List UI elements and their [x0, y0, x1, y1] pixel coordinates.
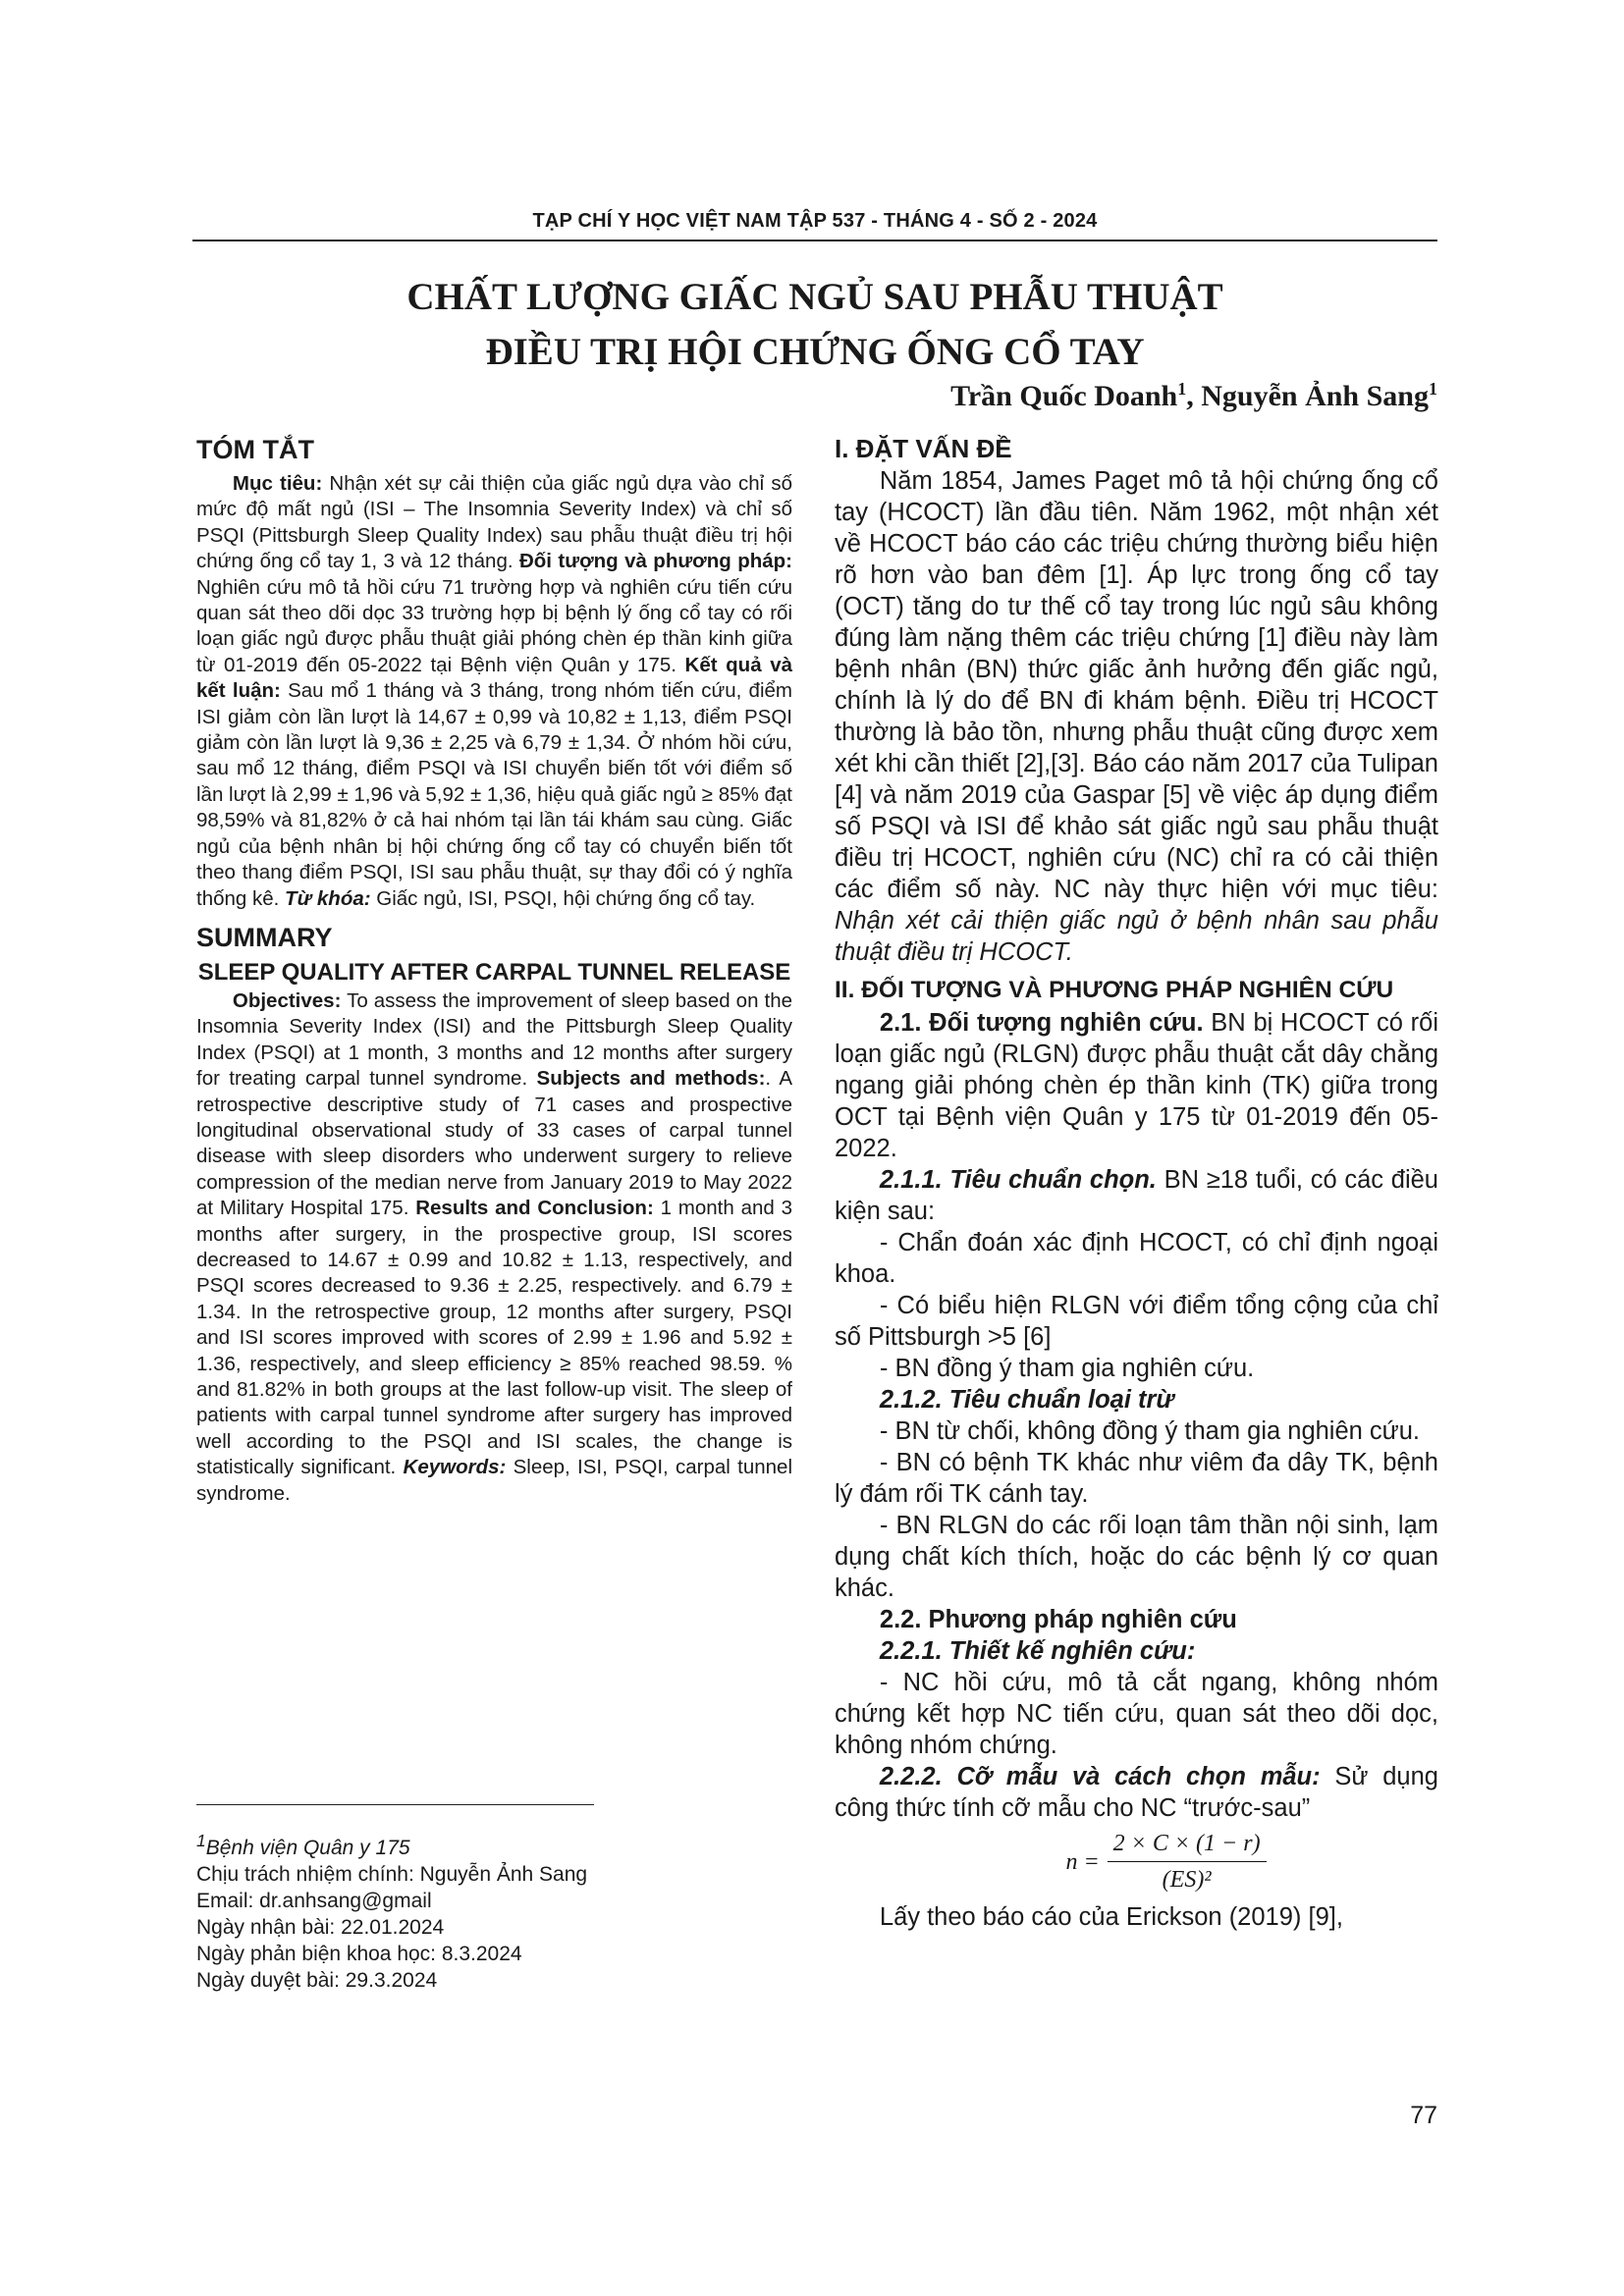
footnote-email: Email: dr.anhsang@gmail — [196, 1890, 432, 1912]
section-2-1-2-paragraph — [835, 1384, 1438, 1415]
title-line-1: CHẤT LƯỢNG GIẤC NGỦ SAU PHẪU THUẬT — [406, 276, 1223, 318]
authors — [950, 379, 1437, 413]
section-1-heading: I. ĐẶT VẤN ĐỀ — [835, 434, 1012, 463]
section-2-2-paragraph — [835, 1604, 1438, 1635]
summary-text-objectives: To assess the improvement of sleep based on the Insomnia Severity Index (ISI) and the Pittsburgh Sleep Quality Index (PSQI) at 1 month, 3 months and 12 months after surgery for treating carpal tunnel syndrome. — [196, 988, 792, 1091]
summary-label-objectives: Objectives: — [232, 988, 342, 1012]
summary-title: SLEEP QUALITY AFTER CARPAL TUNNEL RELEASE — [197, 958, 791, 986]
section-2-2-1-label: 2.2.1. Thiết kế nghiên cứu: — [879, 1637, 1196, 1665]
abstract-vi-heading: TÓM TẮT — [196, 435, 314, 464]
summary-paragraph — [196, 988, 792, 1507]
abstract-vi-paragraph — [196, 471, 792, 912]
section-2-2-2-label: 2.2.2. Cỡ mẫu và cách chọn mẫu: — [879, 1763, 1321, 1790]
abstract-vi-label-results: Kết quả và kết luận: — [196, 653, 792, 703]
summary-label-results: Results and Conclusion: — [415, 1197, 654, 1220]
section-2-1-text: BN bị HCOCT có rối loạn giấc ngủ (RLGN) được phẫu thuật cắt dây chằng ngang giải phóng chèn ép thần kinh (TK) giữa trong OCT tại Bệnh viện Quân y 175 từ 01-2019 đến 05-2022. — [835, 1009, 1438, 1162]
section-2-1-paragraph — [835, 1007, 1438, 1164]
running-header: TẠP CHÍ Y HỌC VIỆT NAM TẬP 537 - THÁNG 4 - SỐ 2 - 2024 — [532, 210, 1098, 232]
section-2-2-1-text: - NC hồi cứu, mô tả cắt ngang, không nhóm chứng kết hợp NC tiến cứu, quan sát theo dõi dọc, không nhóm chứng. — [835, 1669, 1438, 1759]
footnote-corresponding: Chịu trách nhiệm chính: Nguyễn Ảnh Sang — [196, 1863, 588, 1886]
left-column — [196, 432, 792, 1507]
abstract-vi-text-results: Sau mổ 1 tháng và 3 tháng, trong nhóm tiến cứu, điểm ISI giảm còn lần lượt là 14,67 ± 0,99 và 10,82 ± 1,13, điểm PSQI giảm còn lần lượt là 9,36 ± 2,25 và 6,79 ± 1,34. Ở nhóm hồi cứu, sau mổ 12 tháng, điểm PSQI và ISI chuyển biến tốt với điểm số lần lượt là 2,99 ± 1,96 và 5,92 ± 1,36, hiệu quả giấc ngủ ≥ 85% đạt 98,59% và 81,82% ở cả hai nhóm tại lần tái khám sau cùng. Giấc ngủ của bệnh nhân bị hội chứng ống cổ tay có chuyển biến tốt theo thang điểm PSQI, ISI sau phẫu thuật, sự thay đổi có ý nghĩa thống kê. — [196, 679, 792, 910]
section-2-1-label: 2.1. Đối tượng nghiên cứu. — [879, 1009, 1204, 1037]
abstract-vi-label-objective: Mục tiêu: — [232, 472, 323, 495]
abstract-vi-label-keywords: Từ khóa: — [285, 886, 371, 910]
section-2-2-2-paragraph — [835, 1761, 1438, 1824]
summary-heading: SUMMARY — [196, 922, 333, 952]
formula-denominator: (ES)² — [1162, 1867, 1212, 1893]
formula-lhs: n = — [1065, 1848, 1100, 1875]
section-2-2-2-text: Sử dụng công thức tính cỡ mẫu cho NC “trước-sau” — [835, 1763, 1438, 1822]
article-title — [192, 270, 1437, 380]
abstract-vi-text-methods: Nghiên cứu mô tả hồi cứu 71 trường hợp và nghiên cứu tiến cứu quan sát theo dõi dọc 33 trường hợp bị bệnh lý ống cổ tay có rối loạn giấc ngủ được phẫu thuật giải phóng chèn ép thần kinh giữa từ 01-2019 đến 05-2022 tại Bệnh viện Quân y 175. — [196, 575, 792, 676]
footnote-affiliation-sup: 1 — [196, 1831, 206, 1850]
header-rule — [192, 240, 1437, 241]
section-2-1-2-label: 2.1.2. Tiêu chuẩn loại trừ — [879, 1386, 1174, 1414]
section-2-1-1-text: BN ≥18 tuổi, có các điều kiện sau: — [835, 1166, 1438, 1225]
abstract-vi-text-objective: Nhận xét sự cải thiện của giấc ngủ dựa vào chỉ số mức độ mất ngủ (ISI – The Insomnia Severity Index) và chỉ số PSQI (Pittsburgh Sleep Quality Index) sau phẫu thuật điều trị hội chứng ống cổ tay 1, 3 và 12 tháng. — [196, 472, 793, 573]
footnote-received: Ngày nhận bài: 22.01.2024 — [196, 1916, 445, 1939]
exclusion-item-2: - BN có bệnh TK khác như viêm đa dây TK, bệnh lý đám rối TK cánh tay. — [835, 1449, 1438, 1508]
abstract-vi-text-keywords: Giấc ngủ, ISI, PSQI, hội chứng ống cổ tay. — [370, 886, 756, 910]
footnote-affiliation-text: Bệnh viện Quân y 175 — [205, 1837, 410, 1859]
inclusion-item-2: - Có biểu hiện RLGN với điểm tổng cộng của chỉ số Pittsburgh >5 [6] — [835, 1292, 1438, 1351]
section-2-1-1-paragraph — [835, 1164, 1438, 1227]
page-number: 77 — [1410, 2102, 1437, 2129]
section-2-2-label: 2.2. Phương pháp nghiên cứu — [879, 1606, 1237, 1633]
author-separator: , — [1186, 380, 1202, 412]
section-2-heading: II. ĐỐI TƯỢNG VÀ PHƯƠNG PHÁP NGHIÊN CỨU — [835, 977, 1394, 1003]
summary-text-results: 1 month and 3 months after surgery, in the prospective group, ISI scores decreased to 14.67 ± 0.99 and 10.82 ± 1.13, respectively, and PSQI scores decreased to 9.36 ± 2.25, respectively. and 6.79 ± 1.34. In the retrospective group, 12 months after surgery, PSQI and ISI scores improved with scores of 2.99 ± 1.96 and 5.92 ± 1.36, respectively, and sleep efficiency ≥ 85% reached 98.59. % and 81.82% in both groups at the last follow-up visit. The sleep of patients with carpal tunnel syndrome after surgery has improved well according to the PSQI and ISI scales, the change is statistically significant. — [196, 1197, 793, 1479]
footnote-rule — [196, 1804, 594, 1805]
section-2-2-2-last-line: Lấy theo báo cáo của Erickson (2019) [9], — [879, 1903, 1343, 1931]
title-line-2: ĐIỀU TRỊ HỘI CHỨNG ỐNG CỔ TAY — [485, 331, 1145, 373]
author-1: Trần Quốc Doanh — [950, 380, 1178, 412]
footnote-approved: Ngày duyệt bài: 29.3.2024 — [196, 1969, 438, 1992]
exclusion-item-3: - BN RLGN do các rối loạn tâm thần nội sinh, lạm dụng chất kích thích, hoặc do các bệnh lý cơ quan khác. — [835, 1512, 1438, 1602]
inclusion-item-3: - BN đồng ý tham gia nghiên cứu. — [879, 1355, 1255, 1382]
section-1-objective: Nhận xét cải thiện giấc ngủ ở bệnh nhân sau phẫu thuật điều trị HCOCT. — [835, 907, 1438, 966]
right-column — [835, 432, 1438, 1933]
abstract-vi-label-methods: Đối tượng và phương pháp: — [518, 550, 792, 573]
summary-text-methods: . A retrospective descriptive study of 71 cases and prospective longitudinal observational study of 33 cases of carpal tunnel disease with sleep disorders who underwent surgery to relieve compression of the median nerve from January 2019 to May 2022 at Military Hospital 175. — [196, 1067, 793, 1220]
summary-label-methods: Subjects and methods: — [536, 1067, 766, 1091]
section-2-1-1-label: 2.1.1. Tiêu chuẩn chọn. — [879, 1166, 1157, 1194]
summary-label-keywords: Keywords: — [403, 1456, 507, 1479]
author-2-affiliation: 1 — [1429, 379, 1437, 399]
exclusion-item-1: - BN từ chối, không đồng ý tham gia nghiên cứu. — [879, 1417, 1421, 1445]
formula-fraction — [1108, 1828, 1267, 1896]
footnote-reviewed: Ngày phản biện khoa học: 8.3.2024 — [196, 1943, 522, 1965]
summary-text-keywords: Sleep, ISI, PSQI, carpal tunnel syndrome. — [196, 1456, 792, 1505]
section-2-2-1-paragraph — [835, 1635, 1438, 1667]
section-1-text: Năm 1854, James Paget mô tả hội chứng ống cổ tay (HCOCT) lần đầu tiên. Năm 1962, một nhận xét về HCOCT báo cáo các triệu chứng thường biểu hiện rõ hơn vào ban đêm [1]. Áp lực trong ống cổ tay (OCT) tăng do tư thế cổ tay trong lúc ngủ sâu không đúng làm nặng thêm các triệu chứng [1] điều này làm bệnh nhân (BN) thức giấc ảnh hưởng đến giấc ngủ, chính là lý do để BN đi khám bệnh. Điều trị HCOCT thường là bảo tồn, nhưng phẫu thuật cũng được xem xét khi cần thiết [2],[3]. Báo cáo năm 2017 của Tulipan [4] và năm 2019 của Gaspar [5] về việc áp dụng điểm số PSQI và ISI để khảo sát giấc ngủ sau phẫu thuật điều trị HCOCT, nghiên cứu (NC) chỉ ra có cải thiện các điểm số này. NC này thực hiện với mục tiêu: — [835, 467, 1438, 903]
author-1-affiliation: 1 — [1177, 379, 1187, 399]
formula-numerator: 2 × C × (1 − r) — [1108, 1828, 1267, 1862]
footnotes — [196, 1828, 785, 1994]
author-2: Nguyễn Ảnh Sang — [1201, 380, 1429, 412]
sample-size-formula — [893, 1828, 1438, 1896]
footnote-affiliation — [196, 1828, 785, 1861]
section-1-paragraph — [835, 465, 1438, 968]
inclusion-item-1: - Chẩn đoán xác định HCOCT, có chỉ định ngoại khoa. — [835, 1229, 1438, 1288]
